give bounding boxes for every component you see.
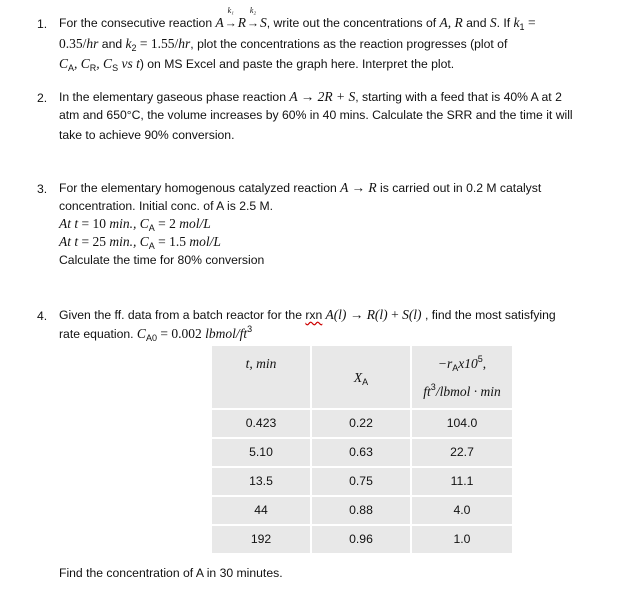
- math: min., C: [109, 234, 149, 249]
- table-cell: 5.10: [212, 439, 310, 466]
- text: For the consecutive reaction: [59, 16, 216, 30]
- math: →: [346, 307, 367, 322]
- table-cell: 13.5: [212, 468, 310, 495]
- math: R(l): [366, 307, 388, 322]
- math: =: [524, 15, 536, 30]
- math: /lbmol · min: [435, 384, 501, 399]
- math: C: [59, 56, 69, 71]
- math: ft: [423, 384, 431, 399]
- subscript: 2: [131, 43, 137, 53]
- question-text-line: take to achieve 90% conversion.: [59, 128, 235, 142]
- question-footer: Find the concentration of A in 30 minutes.: [59, 566, 283, 580]
- math: lbmol/ft: [205, 326, 248, 341]
- subscript: 1: [519, 22, 525, 32]
- math: X: [353, 370, 363, 385]
- table-cell: 0.75: [312, 468, 410, 495]
- question-text-line: Calculate the time for 80% conversion: [59, 253, 265, 267]
- data-line: [59, 216, 211, 232]
- text: rate equation.: [59, 327, 137, 341]
- table-header-cell: [212, 346, 310, 408]
- math: +: [387, 307, 403, 322]
- table-cell: 11.1: [412, 468, 512, 495]
- math: S: [260, 15, 267, 30]
- arrow-k2: k₂ →: [246, 6, 260, 30]
- table-header-cell: [412, 346, 512, 408]
- math: , C: [74, 56, 90, 71]
- table-cell: 44: [212, 497, 310, 524]
- question-number: 2.: [37, 91, 48, 105]
- table-cell: 0.423: [212, 410, 310, 437]
- table-cell: 0.88: [312, 497, 410, 524]
- math: = 0.002: [156, 326, 206, 341]
- table-cell: 4.0: [412, 497, 512, 524]
- math: S(l): [402, 307, 422, 322]
- question-number: 3.: [37, 182, 48, 196]
- math: A, R: [439, 15, 463, 30]
- subscript: A: [148, 241, 155, 251]
- math: min., C: [109, 216, 149, 231]
- table-header-label: [412, 346, 512, 372]
- subscript: R: [89, 63, 97, 73]
- table-cell: 0.22: [312, 410, 410, 437]
- math: A → 2R + S: [289, 89, 356, 104]
- text: . If: [496, 16, 514, 30]
- question-text-line: [59, 307, 556, 323]
- text: , starting with a feed that is 40% A at 2: [355, 90, 562, 104]
- math: A → R: [340, 180, 377, 195]
- question-text-line: [59, 180, 541, 196]
- superscript: 3: [247, 324, 253, 334]
- math: k: [125, 36, 132, 51]
- question-text-line: [59, 56, 454, 72]
- table-header-label: [312, 346, 410, 386]
- math: S: [489, 15, 497, 30]
- math: , C: [96, 56, 113, 71]
- math: 0.35/: [59, 36, 87, 51]
- text: and: [462, 16, 490, 30]
- math: −r: [437, 356, 453, 371]
- math: mol/L: [179, 216, 211, 231]
- table-header-label: [412, 372, 512, 400]
- text: Given the ff. data from a batch reactor for the: [59, 308, 306, 322]
- text: , find the most satisfying: [421, 308, 556, 322]
- rate-constant-label: k₂: [249, 6, 257, 15]
- math: = 1.5: [154, 234, 190, 249]
- subscript: A: [362, 377, 369, 387]
- question-text-line: [59, 89, 562, 105]
- math: mol/L: [189, 234, 221, 249]
- question-text-line: [59, 326, 252, 342]
- math: A: [215, 15, 224, 30]
- question-text-line: atm and 650°C, the volume increases by 60% in 40 mins. Calculate the SRR and the time it will: [59, 108, 573, 122]
- math: C: [136, 326, 146, 341]
- math: = 1.55/: [136, 36, 179, 51]
- question-number: 4.: [37, 309, 48, 323]
- table-header-label: t, min: [245, 356, 277, 371]
- subscript: S: [112, 63, 119, 73]
- subscript: A: [68, 63, 75, 73]
- text: is carried out in 0.2 M catalyst: [376, 181, 542, 195]
- table-cell: 0.63: [312, 439, 410, 466]
- subscript: A: [148, 223, 155, 233]
- text: , plot the concentrations as the reaction progresses (plot of: [190, 37, 508, 51]
- subscript: A0: [145, 333, 157, 343]
- question-text-line: [59, 6, 536, 32]
- math: = 25: [78, 234, 110, 249]
- table-cell: 0.96: [312, 526, 410, 553]
- text: In the elementary gaseous phase reaction: [59, 90, 290, 104]
- math: At t: [59, 216, 79, 231]
- question-number: 1.: [37, 17, 48, 31]
- table-header-cell: [312, 346, 410, 408]
- superscript: 5: [477, 354, 483, 364]
- table-cell: 192: [212, 526, 310, 553]
- math: hr: [86, 36, 99, 51]
- question-text-line: concentration. Initial conc. of A is 2.5 M.: [59, 199, 274, 213]
- math: R: [237, 15, 246, 30]
- text: , write out the concentrations of: [266, 16, 440, 30]
- math: = 2: [154, 216, 180, 231]
- subscript: A: [452, 363, 459, 373]
- table-cell: 1.0: [412, 526, 512, 553]
- table-cell: 22.7: [412, 439, 512, 466]
- arrow-k1: k₁ →: [224, 6, 237, 30]
- math: A(l): [322, 307, 347, 322]
- text: For the elementary homogenous catalyzed reaction: [59, 181, 341, 195]
- math: hr: [178, 36, 191, 51]
- text: and: [98, 37, 126, 51]
- math: vs t: [118, 56, 140, 71]
- table-cell: 104.0: [412, 410, 512, 437]
- math: At t: [59, 234, 79, 249]
- data-line: [59, 234, 221, 250]
- math: = 10: [78, 216, 110, 231]
- math: k: [513, 15, 520, 30]
- text: rxn: [305, 308, 323, 322]
- question-text-line: [59, 36, 507, 52]
- rate-constant-label: k₁: [227, 6, 234, 15]
- superscript: 3: [430, 382, 436, 392]
- text: ) on MS Excel and paste the graph here. Interpret the plot.: [139, 57, 455, 71]
- math: x10: [458, 356, 478, 371]
- math: ,: [482, 356, 487, 371]
